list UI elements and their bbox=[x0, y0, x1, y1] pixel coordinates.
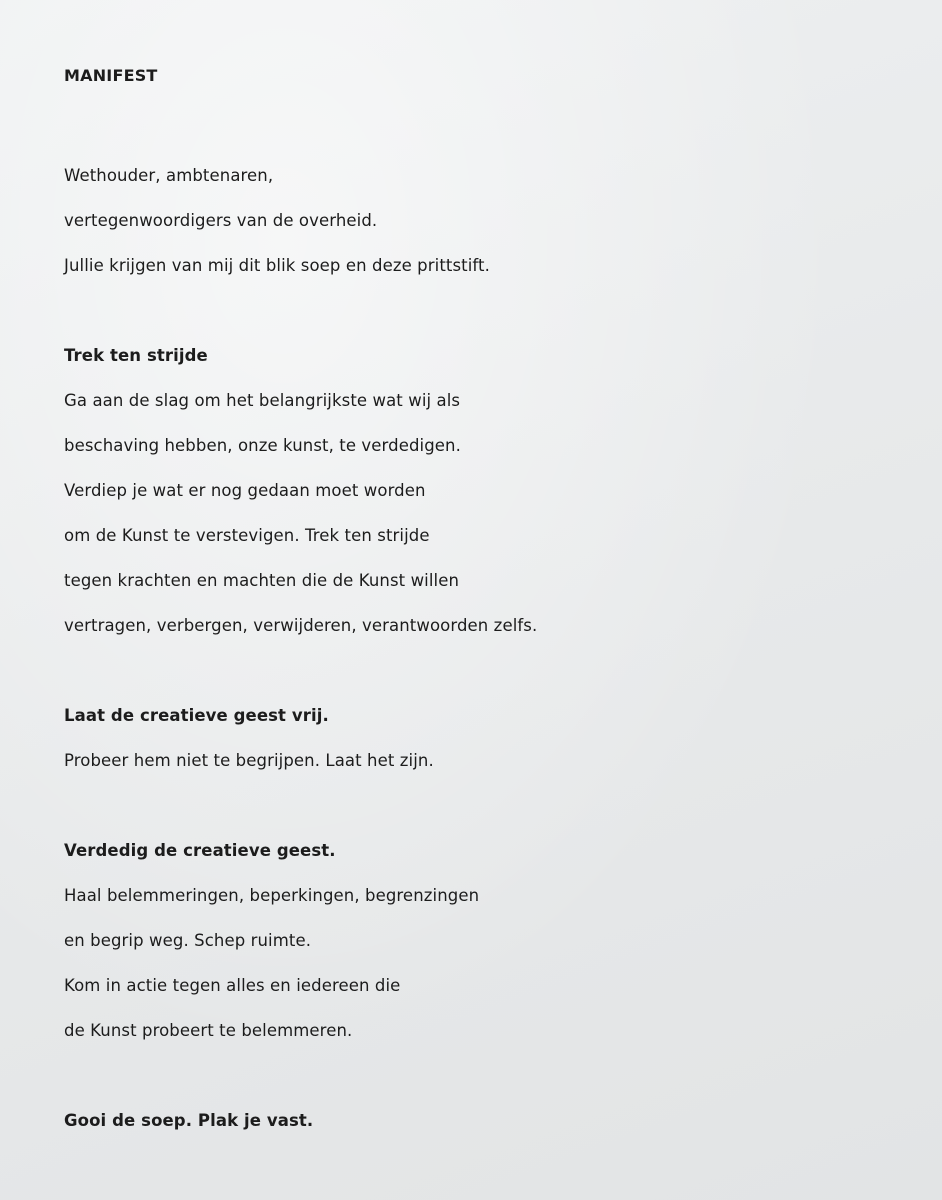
section-line: om de Kunst te verstevigen. Trek ten strijde bbox=[64, 526, 430, 545]
spacer bbox=[64, 100, 942, 153]
section-laat-de-creatieve-geest-vrij bbox=[64, 693, 942, 783]
section-line: Probeer hem niet te begrijpen. Laat het zijn. bbox=[64, 751, 434, 770]
section-line: de Kunst probeert te belemmeren. bbox=[64, 1021, 353, 1040]
section-line: Haal belemmeringen, beperkingen, begrenzingen bbox=[64, 886, 480, 905]
section-verdedig-de-creatieve-geest bbox=[64, 828, 942, 1053]
spacer bbox=[64, 288, 942, 333]
spacer bbox=[64, 648, 942, 693]
intro-line: Wethouder, ambtenaren, bbox=[64, 166, 274, 185]
section-line: beschaving hebben, onze kunst, te verdedigen. bbox=[64, 436, 461, 455]
section-heading: Trek ten strijde bbox=[64, 346, 208, 365]
spacer bbox=[64, 1053, 942, 1098]
closing-line: Gooi de soep. Plak je vast. bbox=[64, 1111, 314, 1130]
section-heading: Laat de creatieve geest vrij. bbox=[64, 706, 329, 725]
section-trek-ten-strijde bbox=[64, 333, 942, 648]
section-line: vertragen, verbergen, verwijderen, verantwoorden zelfs. bbox=[64, 616, 538, 635]
intro-line: vertegenwoordigers van de overheid. bbox=[64, 211, 378, 230]
section-line: Kom in actie tegen alles en iedereen die bbox=[64, 976, 401, 995]
document-title: MANIFEST bbox=[64, 66, 158, 85]
section-line: en begrip weg. Schep ruimte. bbox=[64, 931, 312, 950]
section-line: Ga aan de slag om het belangrijkste wat wij als bbox=[64, 391, 461, 410]
intro-line: Jullie krijgen van mij dit blik soep en deze prittstift. bbox=[64, 256, 490, 275]
section-heading: Verdedig de creatieve geest. bbox=[64, 841, 336, 860]
section-line: Verdiep je wat er nog gedaan moet worden bbox=[64, 481, 426, 500]
spacer bbox=[64, 783, 942, 828]
intro-stanza bbox=[64, 153, 942, 288]
closing-stanza bbox=[64, 1098, 942, 1143]
section-line: tegen krachten en machten die de Kunst willen bbox=[64, 571, 460, 590]
